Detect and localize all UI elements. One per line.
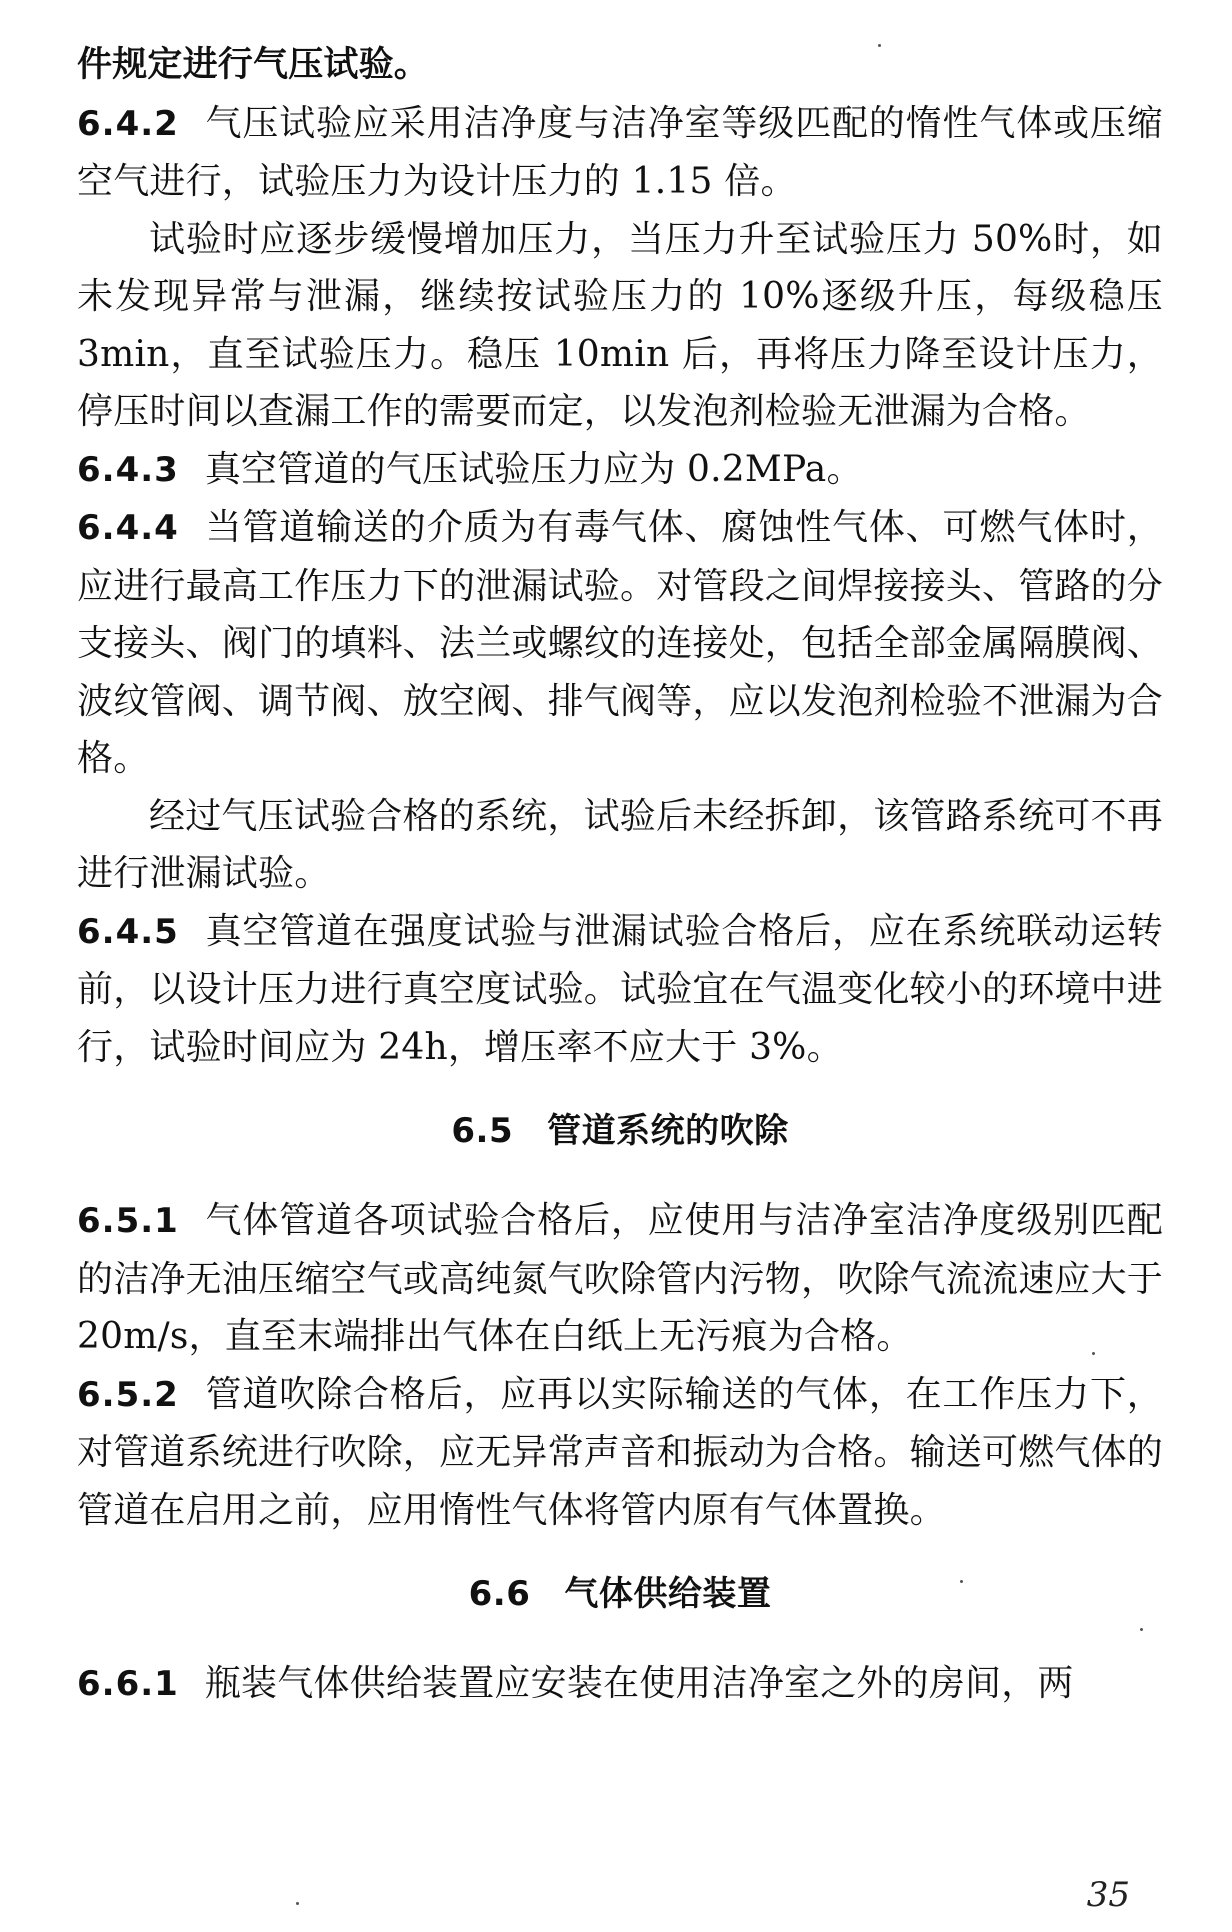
scan-speck bbox=[1092, 1352, 1095, 1355]
clause-6-4-3 bbox=[77, 441, 1163, 500]
intro-text: 件规定进行气压试验。 bbox=[77, 45, 430, 85]
clause-number: 6.4.2 bbox=[77, 103, 179, 144]
clause-6-4-4 bbox=[77, 499, 1163, 788]
clause-number: 6.6.1 bbox=[77, 1664, 179, 1704]
section-number: 6.5 bbox=[451, 1111, 514, 1151]
clause-6-4-4-paragraph-2: 经过气压试验合格的系统，试验后未经拆卸，该管路系统可不再进行泄漏试验。 bbox=[77, 795, 1163, 894]
clause-text: 管道吹除合格后，应再以实际输送的气体，在工作压力下，对管道系统进行吹除，应无异常声音和振动为合格。输送可燃气体的管道在启用之前，应用惰性气体将管内原有气体置换。 bbox=[77, 1373, 1164, 1531]
page-number: 35 bbox=[1086, 1875, 1130, 1915]
clause-number: 6.5.2 bbox=[77, 1374, 179, 1415]
section-heading-6-5 bbox=[77, 1111, 1163, 1151]
clause-number: 6.4.3 bbox=[77, 449, 179, 490]
clause-6-5-1 bbox=[77, 1192, 1163, 1366]
clause-6-4-2 bbox=[77, 95, 1163, 211]
clause-number: 6.5.1 bbox=[77, 1201, 179, 1241]
clause-text: 瓶装气体供给装置应安装在使用洁净室之外的房间，两 bbox=[204, 1663, 1074, 1704]
document-body bbox=[77, 36, 1163, 1714]
clause-number: 6.4.5 bbox=[77, 911, 179, 952]
clause-6-4-2-paragraph-2: 试验时应逐步缓慢增加压力，当压力升至试验压力 50%时，如未发现异常与泄漏，继续按试验压力的 10%逐级升压，每级稳压 3min，直至试验压力。稳压 10min 后，再将压力降至设计压力，停压时间以查漏工作的需要而定，以发泡剂检验无泄漏为合格。 bbox=[77, 218, 1163, 432]
scan-speck bbox=[960, 1580, 963, 1583]
clause-6-4-5 bbox=[77, 903, 1163, 1077]
section-title: 气体供给装置 bbox=[564, 1574, 772, 1614]
scan-speck bbox=[1140, 1628, 1143, 1631]
clause-text: 气压试验应采用洁净度与洁净室等级匹配的惰性气体或压缩空气进行，试验压力为设计压力的 1.15 倍。 bbox=[77, 102, 1163, 202]
clause-number: 6.4.4 bbox=[77, 508, 179, 548]
scan-speck bbox=[296, 1902, 299, 1905]
clause-text: 当管道输送的介质为有毒气体、腐蚀性气体、可燃气体时，应进行最高工作压力下的泄漏试验。对管段之间焊接接头、管路的分支接头、阀门的填料、法兰或螺纹的连接处，包括全部金属隔膜阀、波纹管阀、调节阀、放空阀、排气阀等，应以发泡剂检验不泄漏为合格。 bbox=[77, 507, 1164, 779]
scan-speck bbox=[878, 44, 881, 47]
clause-text: 真空管道的气压试验压力应为 0.2MPa。 bbox=[204, 448, 863, 490]
clause-text: 气体管道各项试验合格后，应使用与洁净室洁净度级别匹配的洁净无油压缩空气或高纯氮气吹除管内污物，吹除气流流速应大于 20m/s，直至末端排出气体在白纸上无污痕为合格。 bbox=[77, 1200, 1164, 1357]
clause-text: 真空管道在强度试验与泄漏试验合格后，应在系统联动运转前，以设计压力进行真空度试验。试验宜在气温变化较小的环境中进行，试验时间应为 24h，增压率不应大于 3%。 bbox=[77, 910, 1164, 1068]
intro-line bbox=[77, 36, 1163, 95]
section-heading-6-6 bbox=[77, 1574, 1163, 1614]
section-number: 6.6 bbox=[468, 1574, 531, 1614]
clause-6-6-1 bbox=[77, 1655, 1163, 1714]
section-title: 管道系统的吹除 bbox=[547, 1111, 789, 1151]
clause-6-5-2 bbox=[77, 1366, 1163, 1540]
